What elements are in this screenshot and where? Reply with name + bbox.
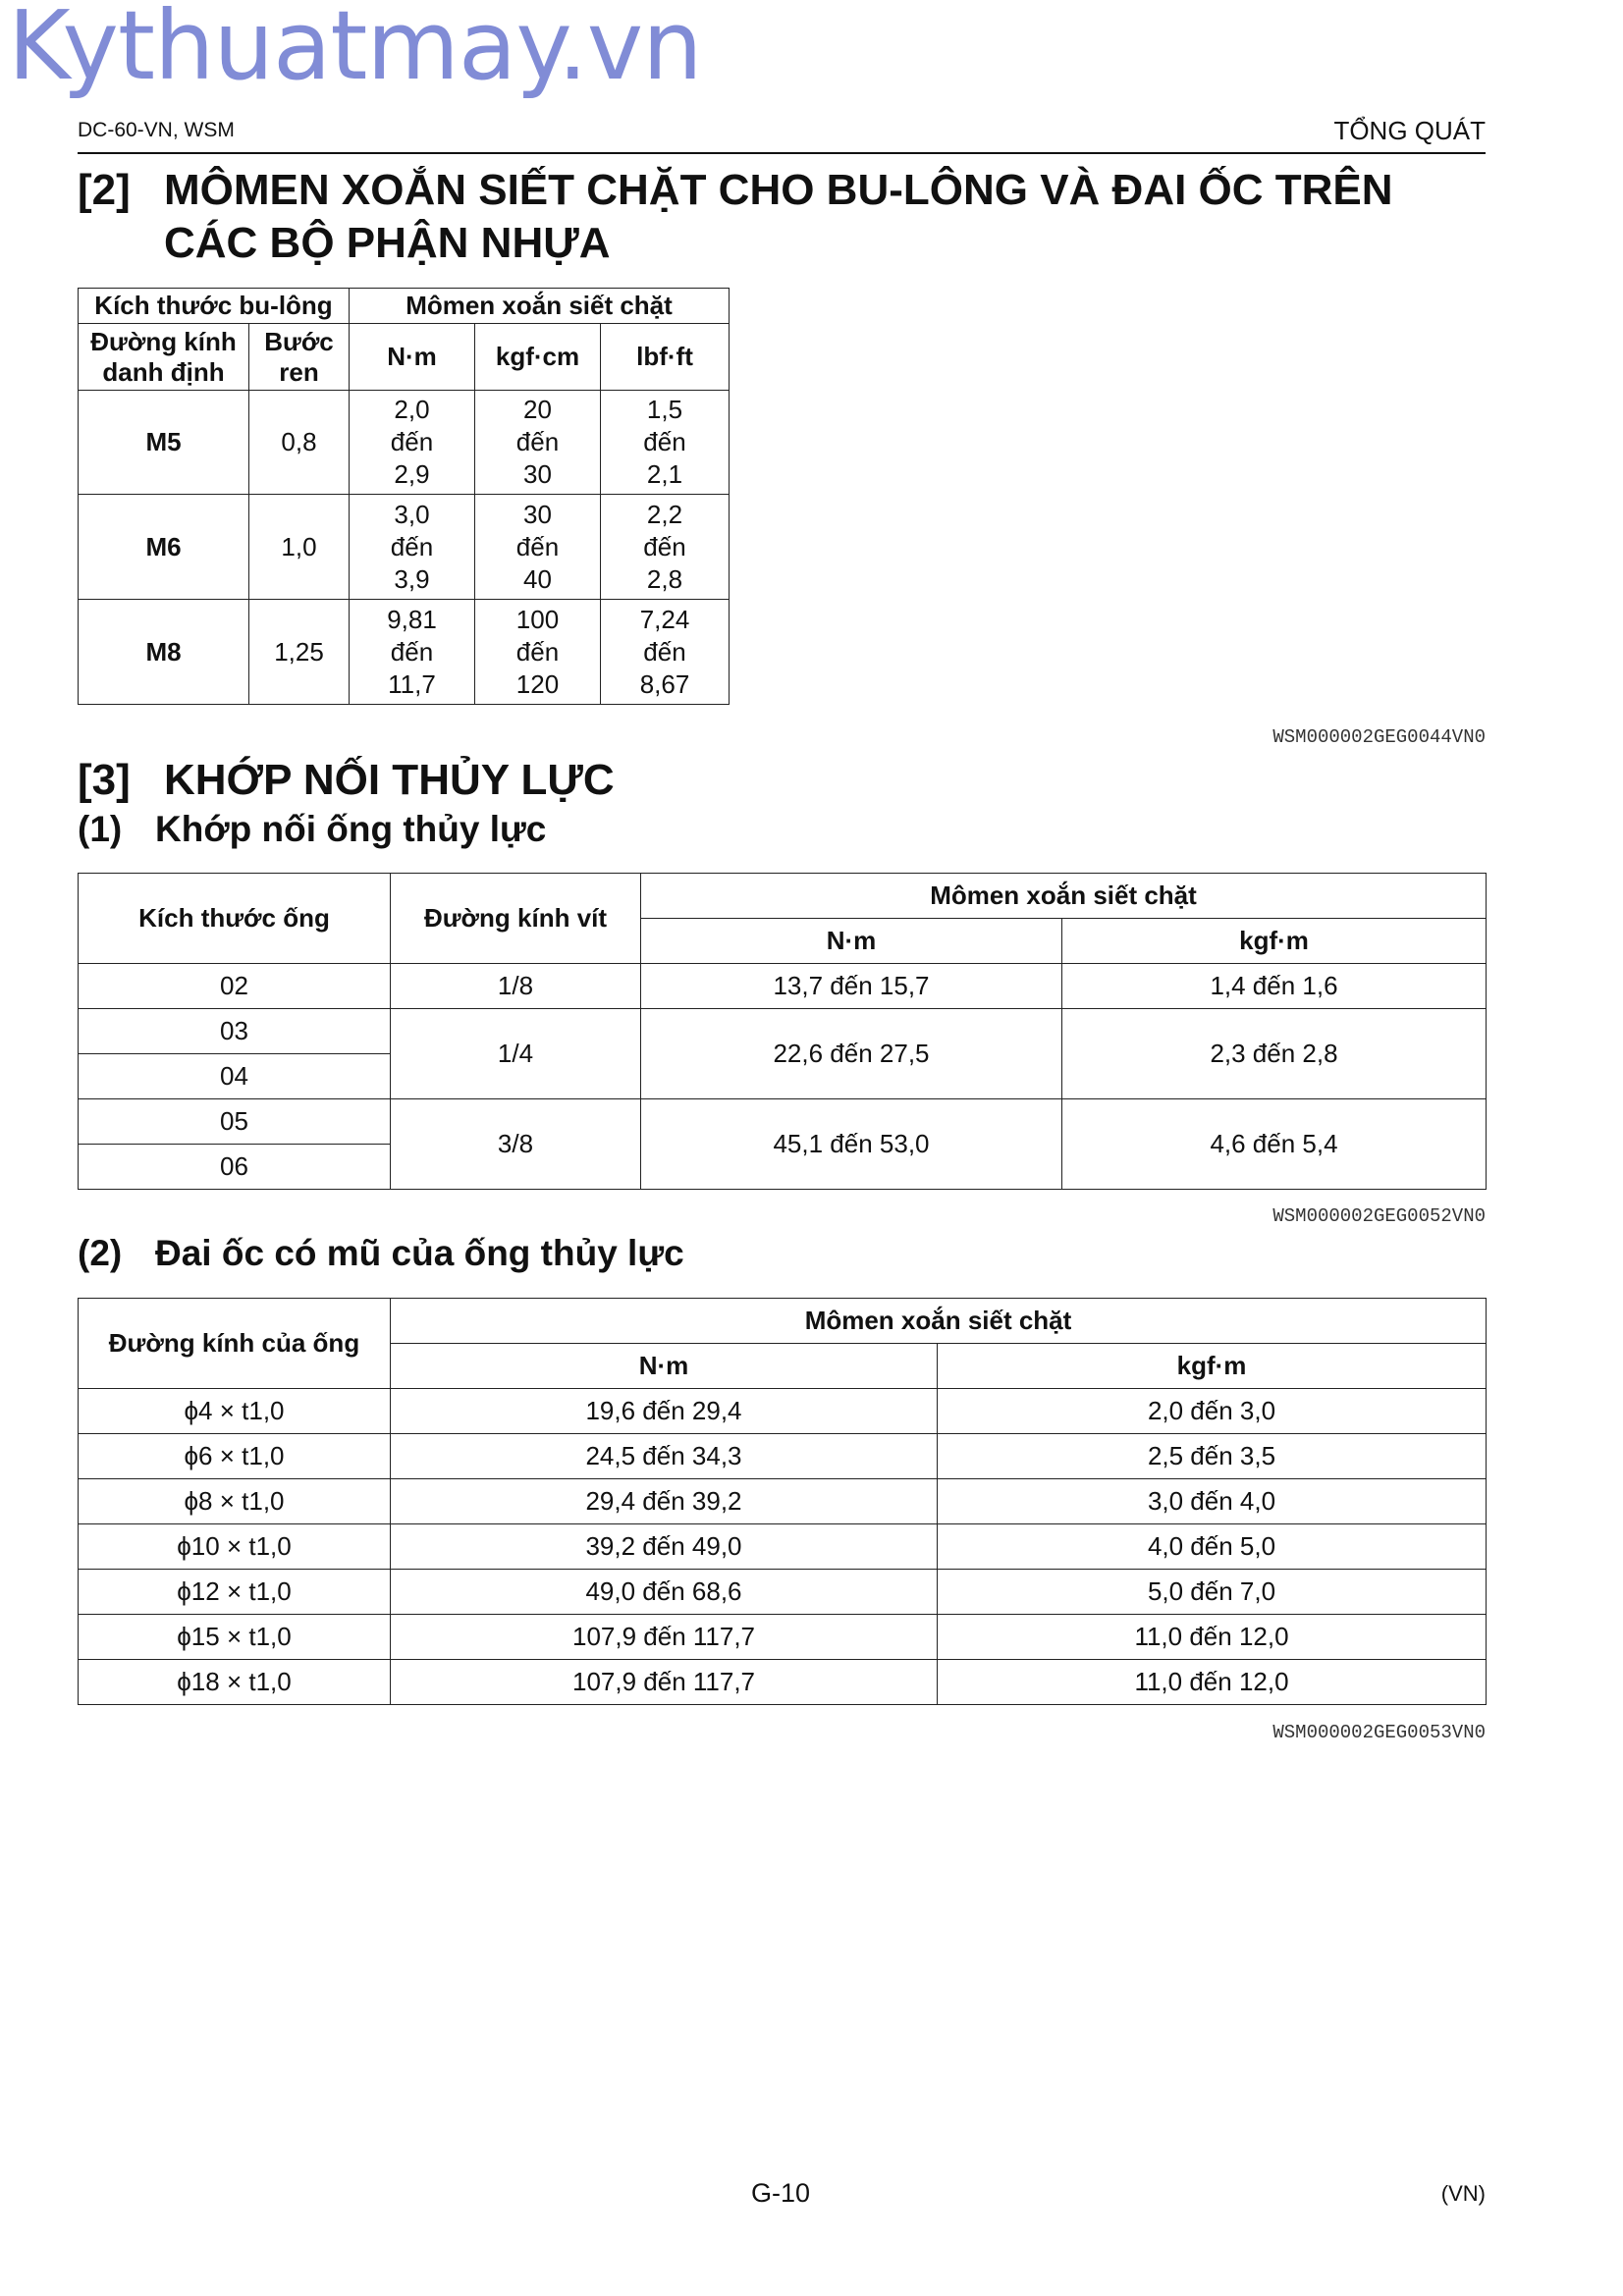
torque-kgfm: 3,0 đến 4,0 bbox=[938, 1479, 1487, 1524]
torque-nm: 13,7 đến 15,7 bbox=[641, 964, 1062, 1009]
torque-nm: 45,1 đến 53,0 bbox=[641, 1099, 1062, 1190]
table-row bbox=[79, 1524, 1487, 1570]
table-row bbox=[79, 1479, 1487, 1524]
bolt-pitch: 1,0 bbox=[249, 495, 350, 600]
bolt-size: M6 bbox=[79, 495, 249, 600]
pipe-size: 03 bbox=[79, 1009, 391, 1054]
torque-lbfft: 1,5 đến 2,1 bbox=[601, 391, 730, 495]
subsection-2-heading bbox=[0, 1233, 1623, 1278]
watermark-logo: Kythuatmay.vn bbox=[8, 0, 702, 101]
torque-nm: 2,0 đến 2,9 bbox=[350, 391, 475, 495]
torque-kgfm: 2,0 đến 3,0 bbox=[938, 1389, 1487, 1434]
header-rule bbox=[78, 152, 1486, 154]
thread-diameter: 1/4 bbox=[391, 1009, 641, 1099]
table-row bbox=[79, 1389, 1487, 1434]
col-thread-diameter: Đường kính vít bbox=[391, 874, 641, 964]
col-kgfcm: kgf·cm bbox=[475, 324, 601, 391]
header-doc-id: DC-60-VN, WSM bbox=[78, 119, 235, 141]
col-nm: N·m bbox=[641, 919, 1062, 964]
table-row bbox=[79, 964, 1487, 1009]
page-number: G-10 bbox=[751, 2178, 811, 2208]
torque-kgfm: 11,0 đến 12,0 bbox=[938, 1660, 1487, 1705]
bolt-size: M8 bbox=[79, 600, 249, 705]
torque-nm: 19,6 đến 29,4 bbox=[391, 1389, 938, 1434]
col-nm: N·m bbox=[350, 324, 475, 391]
pipe-size: 04 bbox=[79, 1054, 391, 1099]
document-code: WSM000002GEG0052VN0 bbox=[1272, 1205, 1486, 1227]
col-group-torque: Mômen xoắn siết chặt bbox=[641, 874, 1487, 919]
table-row bbox=[79, 1570, 1487, 1615]
bolt-pitch: 1,25 bbox=[249, 600, 350, 705]
col-kgfm: kgf·m bbox=[1062, 919, 1487, 964]
section-3-number: [3] bbox=[78, 756, 131, 804]
subsection-1-heading bbox=[0, 809, 1623, 854]
section-2-heading bbox=[0, 164, 1623, 272]
thread-diameter: 1/8 bbox=[391, 964, 641, 1009]
col-group-torque: Mômen xoắn siết chặt bbox=[350, 289, 730, 324]
pipe-size: 05 bbox=[79, 1099, 391, 1145]
pipe-diameter: ϕ12 × t1,0 bbox=[79, 1570, 391, 1615]
pipe-diameter: ϕ8 × t1,0 bbox=[79, 1479, 391, 1524]
table-row bbox=[79, 600, 730, 705]
col-pitch: Bước ren bbox=[249, 324, 350, 391]
document-code: WSM000002GEG0053VN0 bbox=[1272, 1722, 1486, 1743]
torque-nm: 107,9 đến 117,7 bbox=[391, 1660, 938, 1705]
section-2-number: [2] bbox=[78, 166, 131, 214]
subsection-2-title: Đai ốc có mũ của ống thủy lực bbox=[155, 1233, 684, 1273]
pipe-diameter: ϕ4 × t1,0 bbox=[79, 1389, 391, 1434]
bolt-size: M5 bbox=[79, 391, 249, 495]
subsection-1-title: Khớp nối ống thủy lực bbox=[155, 809, 547, 849]
col-pipe-diameter: Đường kính của ống bbox=[79, 1299, 391, 1389]
torque-kgfm: 5,0 đến 7,0 bbox=[938, 1570, 1487, 1615]
col-nm: N·m bbox=[391, 1344, 938, 1389]
torque-nm: 39,2 đến 49,0 bbox=[391, 1524, 938, 1570]
torque-nm: 9,81 đến 11,7 bbox=[350, 600, 475, 705]
torque-kgfm: 1,4 đến 1,6 bbox=[1062, 964, 1487, 1009]
torque-nm: 29,4 đến 39,2 bbox=[391, 1479, 938, 1524]
table-row bbox=[79, 1099, 1487, 1145]
torque-kgfcm: 20 đến 30 bbox=[475, 391, 601, 495]
torque-nm: 24,5 đến 34,3 bbox=[391, 1434, 938, 1479]
pipe-size: 06 bbox=[79, 1145, 391, 1190]
col-group-torque: Mômen xoắn siết chặt bbox=[391, 1299, 1487, 1344]
table-row bbox=[79, 1615, 1487, 1660]
header-chapter: TỔNG QUÁT bbox=[1333, 116, 1486, 145]
torque-lbfft: 2,2 đến 2,8 bbox=[601, 495, 730, 600]
hydraulic-fitting-torque-table bbox=[78, 873, 1487, 1190]
table-row bbox=[79, 391, 730, 495]
flare-nut-torque-table bbox=[78, 1298, 1487, 1705]
torque-kgfcm: 30 đến 40 bbox=[475, 495, 601, 600]
torque-nm: 3,0 đến 3,9 bbox=[350, 495, 475, 600]
table-row bbox=[79, 495, 730, 600]
table-row bbox=[79, 1009, 1487, 1054]
pipe-diameter: ϕ18 × t1,0 bbox=[79, 1660, 391, 1705]
torque-kgfm: 2,5 đến 3,5 bbox=[938, 1434, 1487, 1479]
torque-nm: 107,9 đến 117,7 bbox=[391, 1615, 938, 1660]
torque-kgfm: 11,0 đến 12,0 bbox=[938, 1615, 1487, 1660]
thread-diameter: 3/8 bbox=[391, 1099, 641, 1190]
torque-nm: 49,0 đến 68,6 bbox=[391, 1570, 938, 1615]
pipe-diameter: ϕ6 × t1,0 bbox=[79, 1434, 391, 1479]
language-tag: (VN) bbox=[1440, 2181, 1486, 2206]
col-diameter: Đường kính danh định bbox=[79, 324, 249, 391]
section-2-title-line2: CÁC BỘ PHẬN NHỰA bbox=[164, 219, 611, 267]
col-kgfm: kgf·m bbox=[938, 1344, 1487, 1389]
section-2-title-line1: MÔMEN XOẮN SIẾT CHẶT CHO BU-LÔNG VÀ ĐAI ỐC TRÊN bbox=[164, 166, 1393, 214]
torque-kgfm: 2,3 đến 2,8 bbox=[1062, 1009, 1487, 1099]
section-3-title: KHỚP NỐI THỦY LỰC bbox=[164, 756, 615, 804]
pipe-diameter: ϕ15 × t1,0 bbox=[79, 1615, 391, 1660]
col-group-bolt: Kích thước bu-lông bbox=[79, 289, 350, 324]
plastic-bolt-torque-table bbox=[78, 288, 730, 705]
torque-lbfft: 7,24 đến 8,67 bbox=[601, 600, 730, 705]
pipe-size: 02 bbox=[79, 964, 391, 1009]
table-row bbox=[79, 1434, 1487, 1479]
section-3-heading bbox=[0, 754, 1623, 809]
torque-kgfcm: 100 đến 120 bbox=[475, 600, 601, 705]
torque-nm: 22,6 đến 27,5 bbox=[641, 1009, 1062, 1099]
torque-kgfm: 4,0 đến 5,0 bbox=[938, 1524, 1487, 1570]
col-lbfft: lbf·ft bbox=[601, 324, 730, 391]
table-row bbox=[79, 1660, 1487, 1705]
torque-kgfm: 4,6 đến 5,4 bbox=[1062, 1099, 1487, 1190]
col-pipe-size: Kích thước ống bbox=[79, 874, 391, 964]
document-code: WSM000002GEG0044VN0 bbox=[1272, 726, 1486, 748]
bolt-pitch: 0,8 bbox=[249, 391, 350, 495]
subsection-2-number: (2) bbox=[78, 1233, 123, 1273]
pipe-diameter: ϕ10 × t1,0 bbox=[79, 1524, 391, 1570]
subsection-1-number: (1) bbox=[78, 809, 123, 849]
